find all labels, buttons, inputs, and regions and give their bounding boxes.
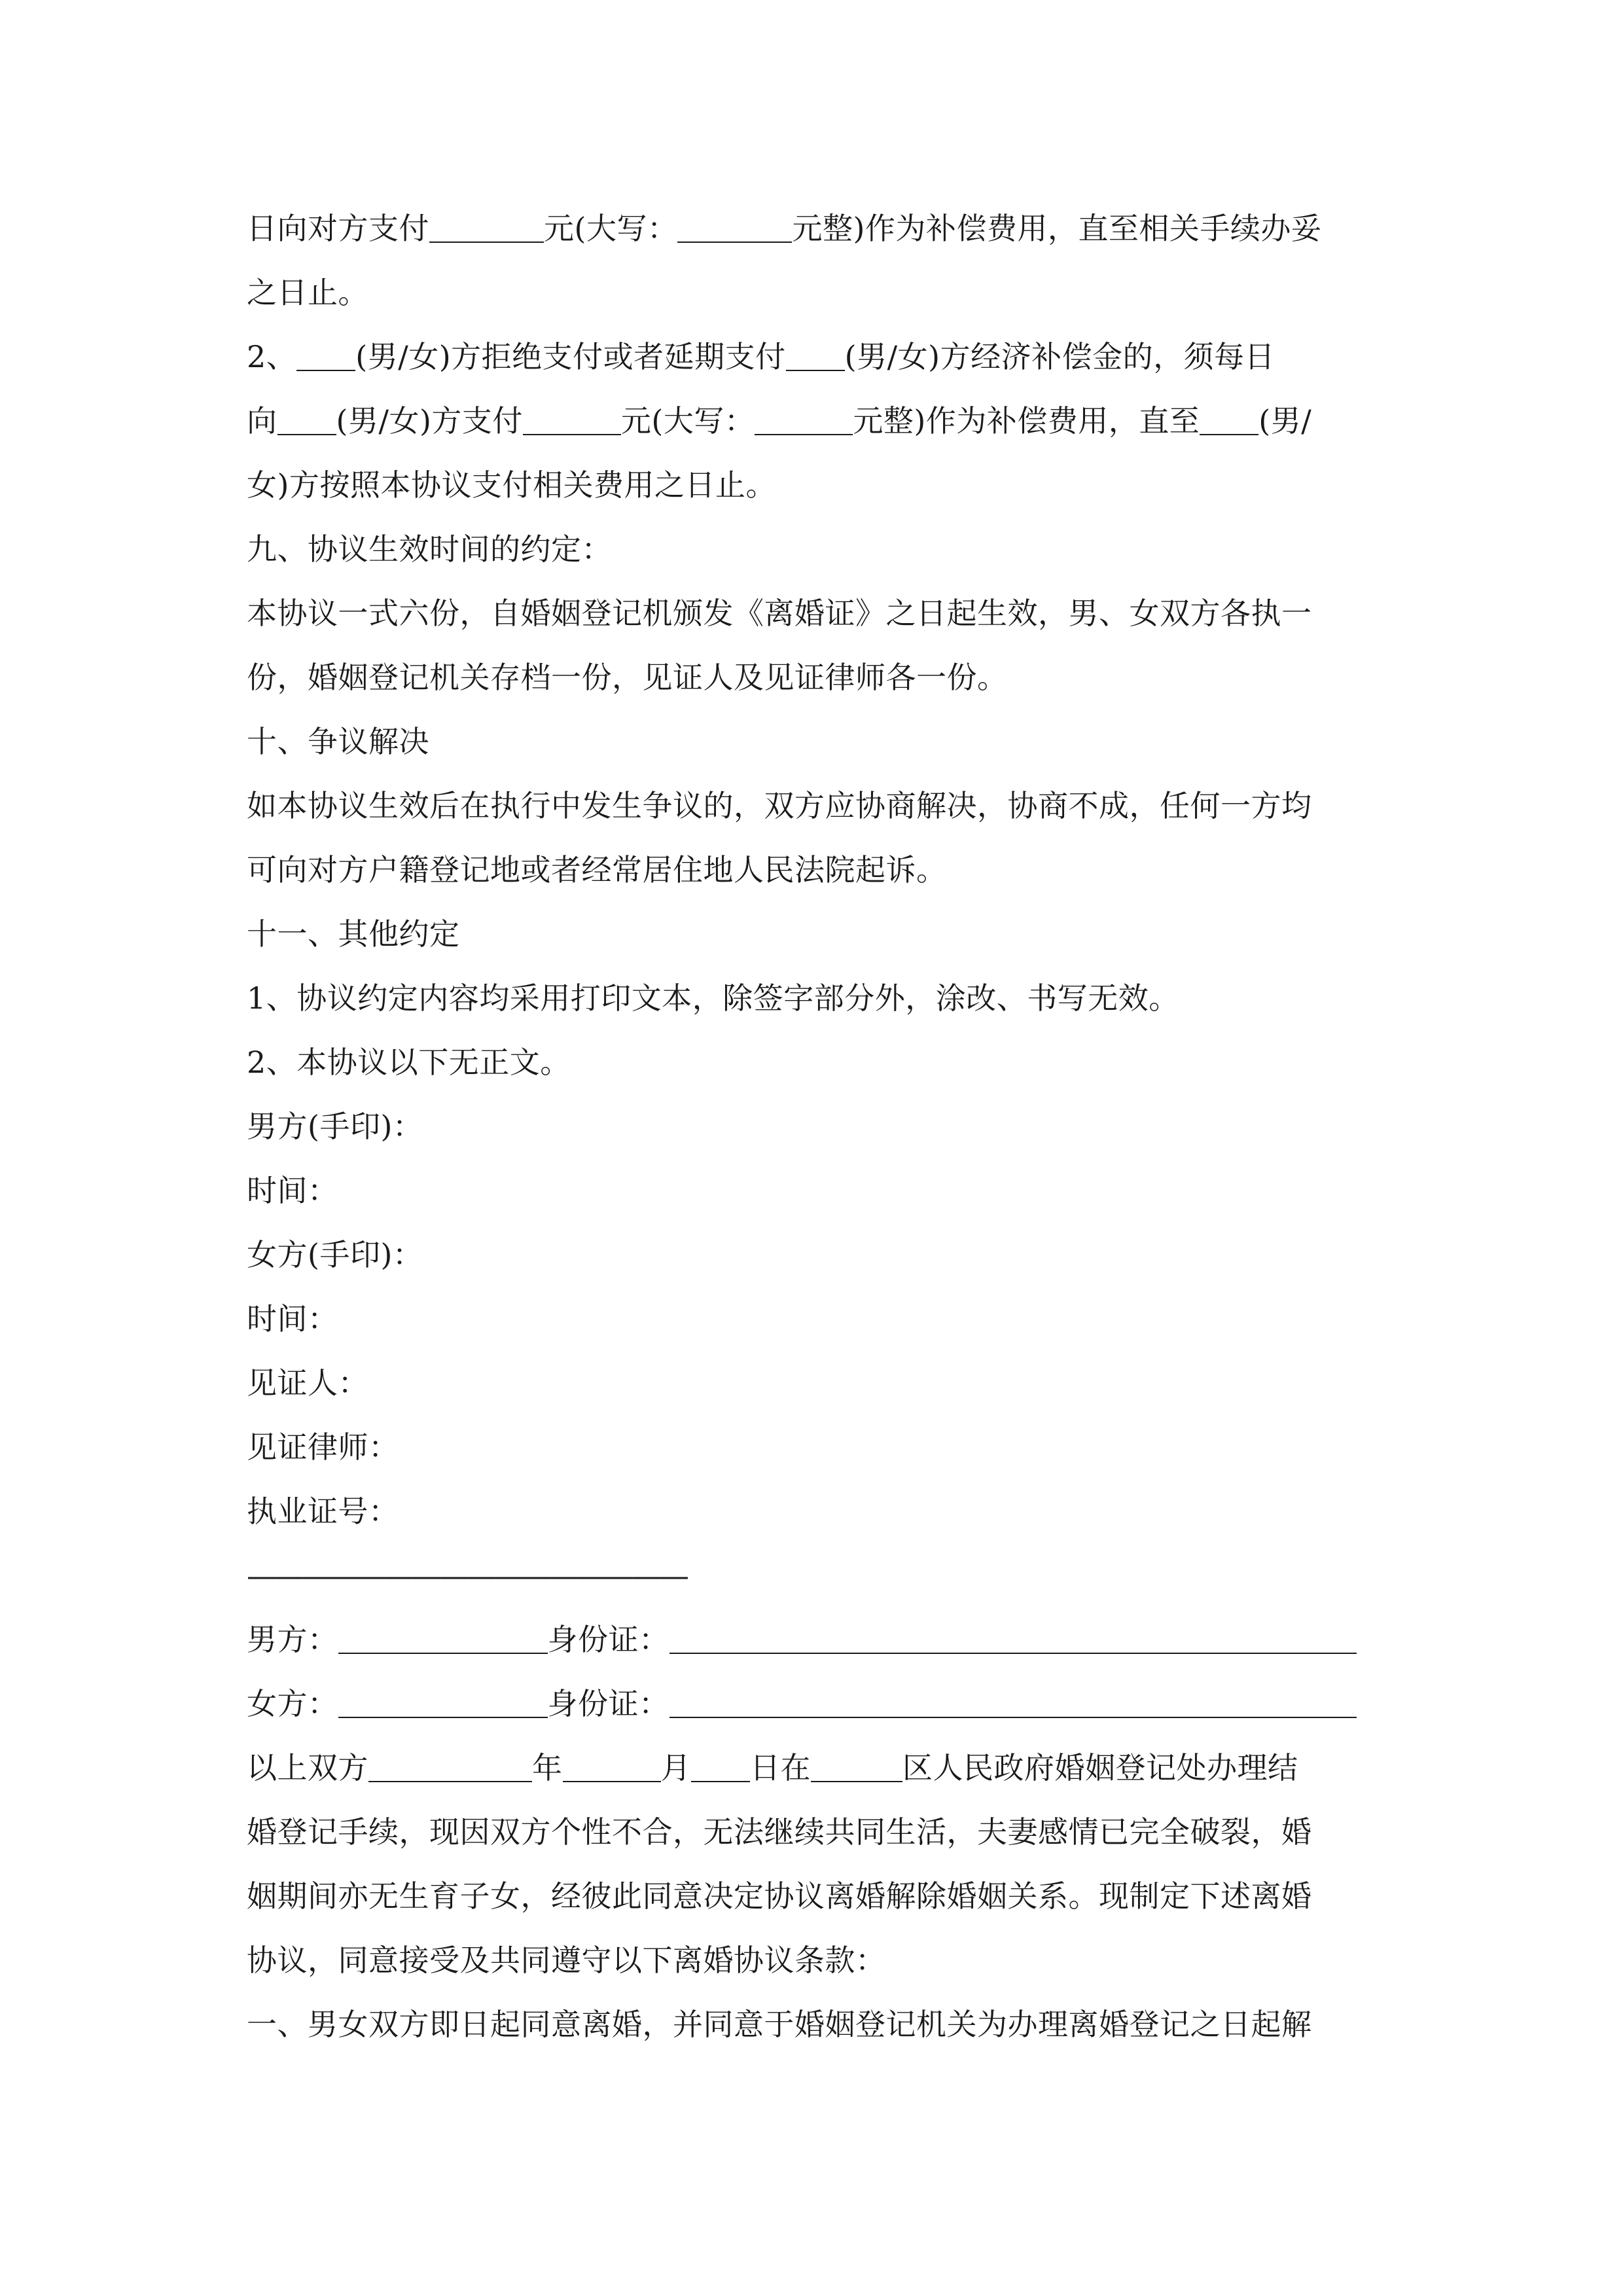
text-line: 婚登记手续，现因双方个性不合，无法继续共同生活，夫妻感情已完全破裂，婚 (247, 1814, 1312, 1850)
text-line: 女)方按照本协议支付相关费用之日止。 (247, 467, 776, 503)
text-line: 1、协议约定内容均采用打印文本，除签字部分外，涂改、书写无效。 (247, 980, 1179, 1016)
signature-label: 女方(手印)： (247, 1237, 423, 1272)
text-line (247, 1736, 1379, 1800)
fill-blank (755, 408, 853, 435)
text-line: 如本协议生效后在执行中发生争议的，双方应协商解决，协商不成，任何一方均 (247, 788, 1312, 823)
separator-line: ———————————————— (247, 1558, 687, 1593)
signature-label: 男方(手印)： (247, 1109, 423, 1144)
text-line: 姻期间亦无生育子女，经彼此同意决定协议离婚解除婚姻关系。现制定下述离婚 (247, 1878, 1312, 1914)
text: 年 (532, 1750, 563, 1785)
fill-blank (677, 215, 792, 243)
section-heading: 十、争议解决 (247, 724, 429, 759)
document-body (247, 196, 1379, 2056)
text-line: 份，婚姻登记机关存档一份，见证人及见证律师各一份。 (247, 660, 1008, 695)
signature-label: 见证人： (247, 1365, 368, 1401)
text-line: 协议，同意接受及共同遵守以下离婚协议条款： (247, 1943, 886, 1978)
text-line: 本协议一式六份，自婚姻登记机颁发《离婚证》之日起生效，男、女双方各执一 (247, 596, 1312, 631)
text-line (247, 325, 1379, 389)
text: (男/ (1258, 403, 1312, 439)
text: 身份证： (547, 1686, 669, 1721)
fill-blank (338, 1691, 548, 1718)
text: 日向对方支付 (247, 211, 429, 246)
fill-blank (786, 344, 845, 371)
fill-blank (669, 1626, 1357, 1654)
text: (男/女)方拒绝支付或者延期支付 (355, 339, 786, 374)
text: 元(大写： (544, 211, 678, 246)
text-line: 2、本协议以下无正文。 (247, 1045, 571, 1080)
section-heading: 九、协议生效时间的约定： (247, 531, 612, 567)
text: 身份证： (547, 1622, 669, 1657)
text-line (247, 196, 1379, 260)
text: 元整)作为补偿费用，直至 (853, 403, 1200, 439)
signature-label: 时间： (247, 1301, 338, 1336)
fill-blank (277, 408, 336, 435)
text-line: 可向对方户籍登记地或者经常居住地人民法院起诉。 (247, 852, 947, 888)
text: 元(大写： (620, 403, 755, 439)
text: (男/女)方支付 (336, 403, 523, 439)
fill-blank (811, 1755, 902, 1782)
signature-label: 见证律师： (247, 1429, 399, 1465)
text-line: 之日止。 (247, 275, 368, 310)
text-line: 一、男女双方即日起同意离婚，并同意于婚姻登记机关为办理离婚登记之日起解 (247, 2007, 1312, 2042)
fill-blank (563, 1755, 661, 1782)
text: 男方： (247, 1622, 338, 1657)
fill-blank (429, 215, 544, 243)
fill-blank (1200, 408, 1258, 435)
signature-label: 时间： (247, 1173, 338, 1208)
fill-blank (691, 1755, 750, 1782)
fill-blank (523, 408, 621, 435)
fill-blank (296, 344, 355, 371)
text-line (247, 1672, 1379, 1736)
fill-blank (368, 1755, 532, 1782)
text-line (247, 1607, 1379, 1672)
text: 区人民政府婚姻登记处办理结 (902, 1750, 1298, 1785)
text-line (247, 389, 1379, 453)
fill-blank (669, 1691, 1357, 1718)
text: (男/女)方经济补偿金的，须每日 (844, 339, 1275, 374)
section-heading: 十一、其他约定 (247, 916, 460, 952)
fill-blank (338, 1626, 548, 1654)
text: 2、 (247, 339, 297, 374)
text: 以上双方 (247, 1750, 368, 1785)
text: 月 (660, 1750, 691, 1785)
text: 向 (247, 403, 277, 439)
text: 日在 (750, 1750, 811, 1785)
text: 女方： (247, 1686, 338, 1721)
signature-label: 执业证号： (247, 1494, 399, 1529)
text: 元整)作为补偿费用，直至相关手续办妥 (792, 211, 1322, 246)
